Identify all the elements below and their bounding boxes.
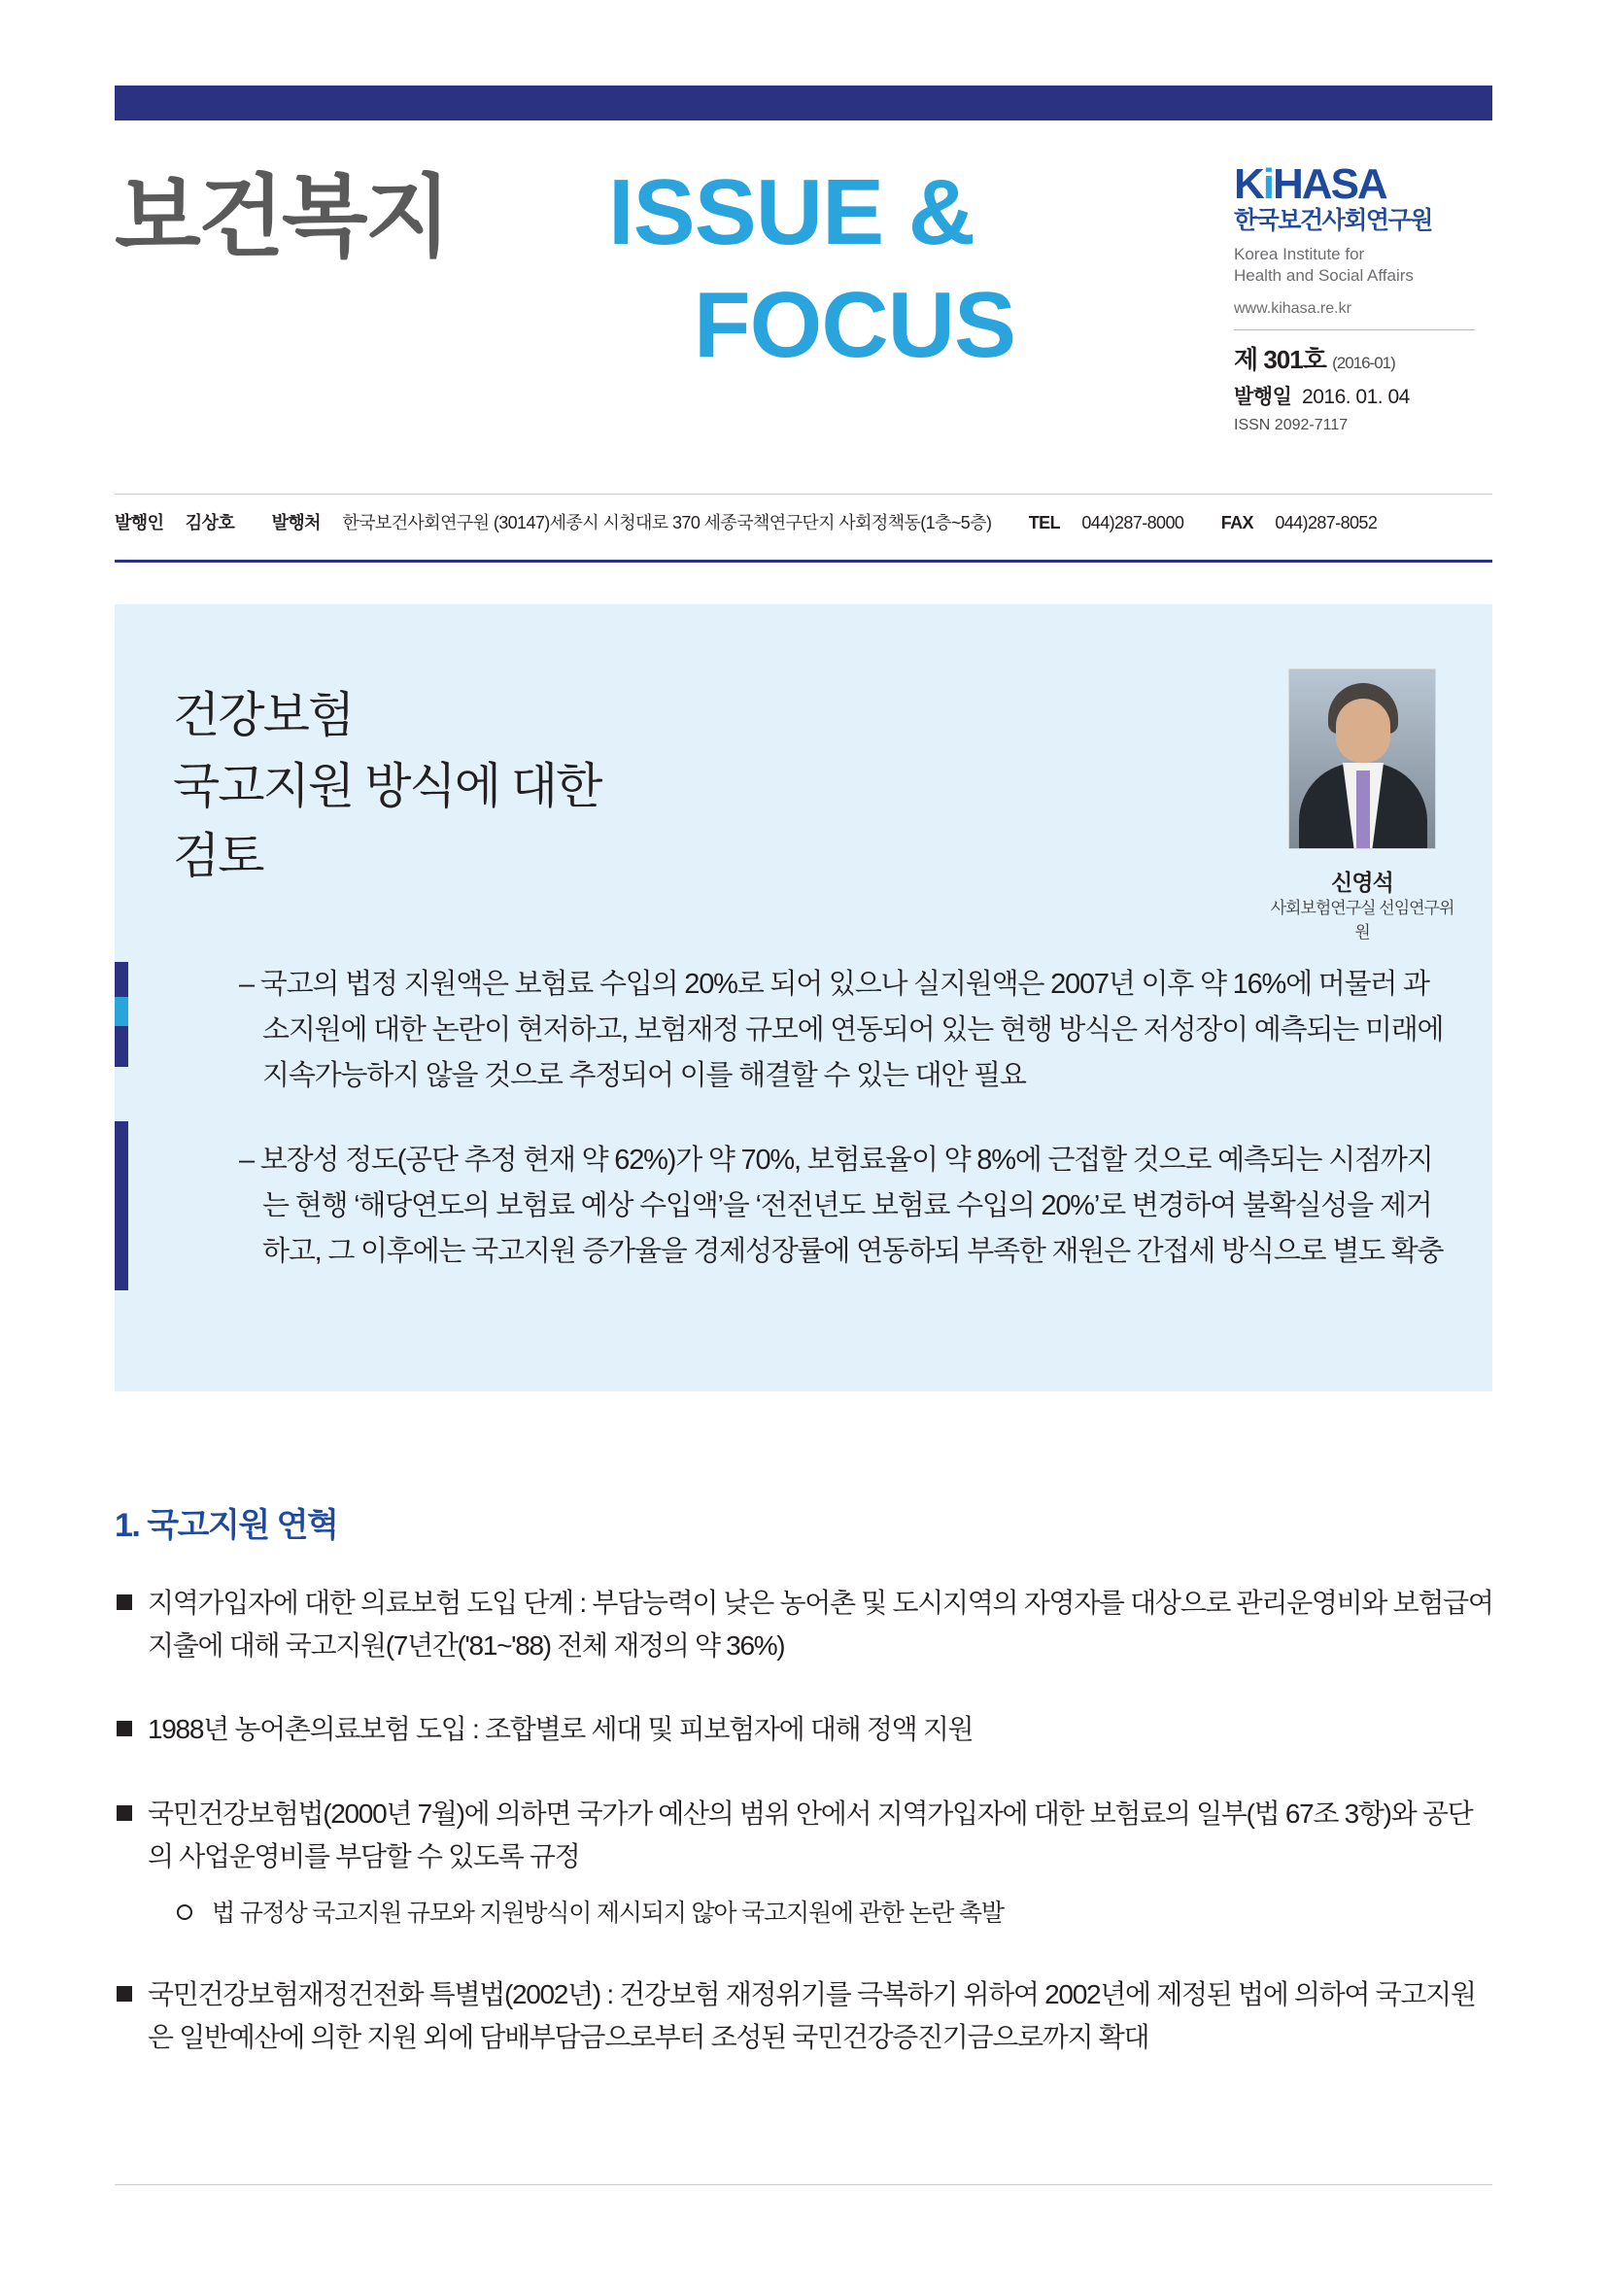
list-item [115,1582,1494,1667]
sub-list-item-text: 법 규정상 국고지원 규모와 지원방식이 제시되지 않아 국고지원에 관한 논란 촉발 [212,1900,1004,1928]
publisher-line [115,509,1492,534]
report-title [173,680,600,892]
kihasa-wordmark [1234,160,1492,208]
list-item-text: 국민건강보험법(2000년 7월)에 의하면 국가가 예산의 범위 안에서 지역가입자에 대한 보험료의 일부(법 67조 3항)와 공단의 사업운영비를 부담할 수 있도록 규정 [148,1798,1473,1871]
square-bullet-icon [117,1805,132,1821]
summary-bullets [239,962,1444,1275]
list-item-text: 국민건강보험재정건전화 특별법(2002년) : 건강보험 재정위기를 극복하기 위하여 2002년에 제정된 법에 의하여 국고지원은 일반예산에 의한 지원 외에 담배부담금으로부터 조성된 국민건강증진기금으로까지 확대 [148,1978,1476,2052]
summary-bullet: – 보장성 정도(공단 추정 현재 약 62%)가 약 70%, 보험료율이 약 8%에 근접할 것으로 예측되는 시점까지는 현행 ‘해당연도의 보험료 예상 수입액’을 ‘전전년도 보험료 수입의 20%’로 변경하여 불확실성을 제거하고, 그 이후에는 국고지원 증가율을 경제성장률에 연동하되 부족한 재원은 간접세 방식으로 별도 확충 [239,1144,1444,1267]
summary-bullet-marker-2 [115,1121,128,1290]
issue-date-value: 2016. 01. 04 [1302,386,1410,409]
kihasa-website-url[interactable]: www.kihasa.re.kr [1234,300,1351,318]
list-item-text: 지역가입자에 대한 의료보험 도입 단계 : 부담능력이 낮은 농어촌 및 도시지역의 자영자를 대상으로 관리운영비와 보험급여 지출에 대해 국고지원(7년간('81~'88) 전체 재정의 약 36%) [148,1588,1493,1662]
kihasa-wordmark-rest: HASA [1273,160,1386,208]
fax-label: FAX [1220,513,1253,532]
tel-value: 044)287-8000 [1081,513,1184,532]
summary-panel [115,604,1492,1391]
sub-list-item [177,1896,1494,1933]
masthead [115,160,1492,494]
section-heading: 1. 국고지원 연혁 [115,1507,338,1544]
author-role: 사회보험연구실 선임연구위원 [1270,899,1454,942]
tel-label: TEL [1028,513,1060,532]
publisher-divider-bottom [115,560,1492,563]
kihasa-english-line2: Health and Social Affairs [1234,265,1414,285]
kihasa-logo-block [1201,160,1492,434]
summary-bullet-marker-1-accent [115,997,128,1026]
masthead-title-issue: ISSUE & [608,160,975,264]
kihasa-english-line1: Korea Institute for [1234,244,1365,263]
list-item [115,1793,1494,1933]
issue-date-label: 발행일 [1234,386,1292,409]
author-name: 신영석 [1331,870,1393,895]
kihasa-english-name [1234,244,1492,288]
kihasa-wordmark-k: K [1234,160,1263,208]
circle-bullet-icon [177,1904,192,1920]
masthead-title-korean: 보건복지 [115,168,449,267]
fax-value: 044)287-8052 [1275,513,1378,532]
portrait-tie [1356,771,1370,849]
publisher-org: 한국보건사회연구원 (30147)세종시 시청대로 370 세종국책연구단지 사회정책동(1층~5층) [342,513,992,532]
issn: ISSN 2092-7117 [1234,417,1349,434]
author-portrait [1288,668,1436,849]
issue-number [1234,340,1492,376]
top-accent-bar [115,86,1492,120]
square-bullet-icon [117,1721,132,1736]
issue-date [1234,381,1492,410]
summary-bullet: – 국고의 법정 지원액은 보험료 수입의 20%로 되어 있으나 실지원액은 2007년 이후 약 16%에 머물러 과소지원에 대한 논란이 현저하고, 보험재정 규모에 연동되어 있는 현행 방식은 저성장이 예측되는 미래에 지속가능하지 않을 것으로 추정되어 이를 해결할 수 있는 대안 필요 [239,969,1444,1091]
report-title-line1: 건강보험 [173,688,354,742]
report-title-line2: 국고지원 방식에 대한 [173,758,601,813]
report-title-line3: 검토 [173,829,263,883]
section-body-list [115,1582,1494,2100]
publisher-person-label: 발행인 [115,513,164,532]
logo-divider [1234,329,1475,330]
square-bullet-icon [117,1986,132,2002]
issue-number-value: 제 301호 [1234,345,1326,375]
square-bullet-icon [117,1594,132,1610]
list-item [115,1708,1494,1751]
kihasa-wordmark-i: i [1262,160,1274,208]
issue-year: (2016-01) [1332,354,1395,373]
publisher-person: 김상호 [185,513,235,532]
portrait-face [1336,699,1390,763]
footer-divider [115,2184,1492,2185]
masthead-title-focus: FOCUS [694,273,1015,377]
list-item [115,1973,1494,2059]
list-item-text: 1988년 농어촌의료보험 도입 : 조합별로 세대 및 피보험자에 대해 정액 지원 [148,1714,974,1745]
publisher-org-label: 발행처 [271,513,321,532]
kihasa-korean-name: 한국보건사회연구원 [1234,207,1432,234]
publisher-divider-top [115,494,1492,495]
